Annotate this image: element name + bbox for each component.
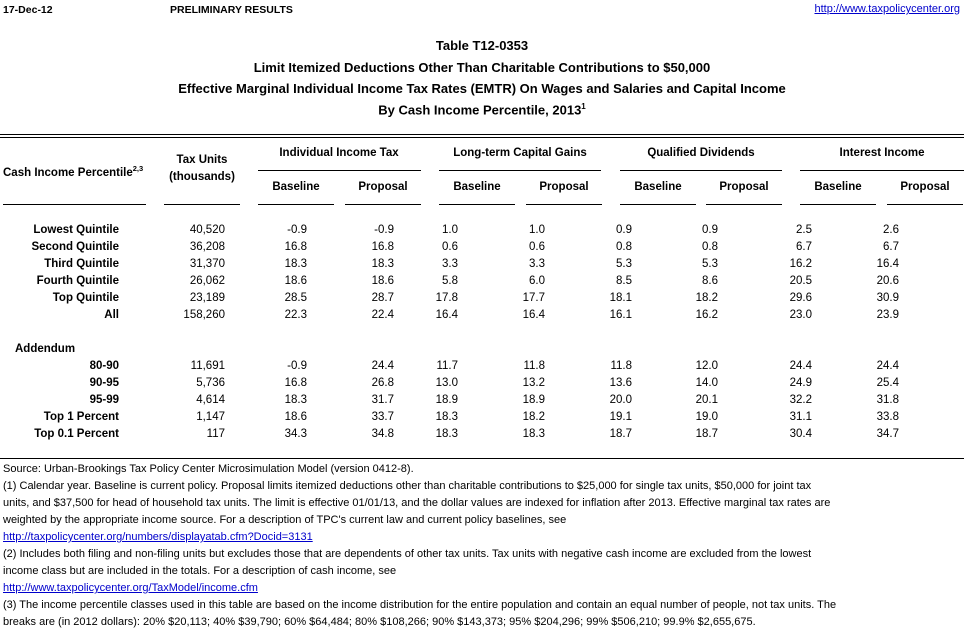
baseline-value: 28.5 <box>284 292 307 304</box>
tax-units-value: 4,614 <box>196 394 225 406</box>
proposal-value: 6.7 <box>883 241 899 253</box>
baseline-value: 16.8 <box>284 377 307 389</box>
col-percentile <box>3 164 143 179</box>
tax-units-value: 23,189 <box>189 292 225 304</box>
sub-baseline: Baseline <box>272 181 320 193</box>
note-2-line-1: (2) Includes both filing and non-filing units but excludes those that are dependents of other tax units. Tax units with negative cash income are excluded from the lowest <box>3 548 812 560</box>
tax-units-value: 117 <box>206 428 225 440</box>
baseline-value: 18.3 <box>284 394 307 406</box>
proposal-value: 20.1 <box>695 394 718 406</box>
sub-proposal: Proposal <box>900 181 950 193</box>
note-2-line-2: income class but are included in the totals. For a description of cash income, see <box>3 565 397 577</box>
group-dividends: Qualified Dividends <box>647 147 755 159</box>
baseline-value: 0.8 <box>616 241 632 253</box>
baseline-value: 5.8 <box>442 275 458 287</box>
baseline-value: 16.2 <box>789 258 812 270</box>
tax-units-value: 1,147 <box>196 411 225 423</box>
row-label: Third Quintile <box>44 258 119 270</box>
table-id: Table T12-0353 <box>435 38 529 53</box>
tax-units-value: 36,208 <box>189 241 225 253</box>
cash-income-link[interactable]: http://www.taxpolicycenter.org/TaxModel/income.cfm <box>3 582 258 594</box>
baseline-value: 18.6 <box>284 275 307 287</box>
baseline-value: 18.1 <box>609 292 632 304</box>
baseline-value: 6.7 <box>796 241 812 253</box>
proposal-value: 24.4 <box>876 360 899 372</box>
header-rule <box>800 204 876 205</box>
row-label: 90-95 <box>89 377 119 389</box>
baseline-value: 2.5 <box>796 224 812 236</box>
source-note: Source: Urban-Brookings Tax Policy Center Microsimulation Model (version 0412-8). <box>3 463 414 475</box>
group-rule <box>439 170 601 171</box>
row-label: Second Quintile <box>31 241 119 253</box>
proposal-value: 18.2 <box>522 411 545 423</box>
baseline-value: 18.6 <box>284 411 307 423</box>
baseline-value: 11.8 <box>610 360 632 372</box>
addendum-label: Addendum <box>15 343 76 355</box>
note-1-line-2: units, and $37,500 for head of household tax units. The limit is effective 01/01/13, and the dollar values are indexed for inflation after 2013. Effective marginal tax rates are <box>3 497 831 509</box>
baseline-value: 3.3 <box>442 258 458 270</box>
baseline-value: 8.5 <box>616 275 632 287</box>
baseline-value: 29.6 <box>789 292 812 304</box>
row-label: Top Quintile <box>52 292 119 304</box>
baseline-value: 18.3 <box>435 428 458 440</box>
baseline-value: 17.8 <box>435 292 458 304</box>
group-rule <box>800 170 964 171</box>
proposal-value: 0.8 <box>702 241 718 253</box>
proposal-value: 16.4 <box>522 309 545 321</box>
table-title: Limit Itemized Deductions Other Than Charitable Contributions to $50,000 <box>253 60 711 75</box>
col-tax-units: Tax Units <box>176 154 228 166</box>
proposal-value: 18.3 <box>371 258 394 270</box>
table-subtitle-year <box>0 102 964 117</box>
proposal-value: 25.4 <box>876 377 899 389</box>
proposal-value: 2.6 <box>883 224 899 236</box>
tax-units-value: 5,736 <box>196 377 225 389</box>
baseline-value: 19.1 <box>609 411 632 423</box>
sub-proposal: Proposal <box>358 181 408 193</box>
proposal-value: 18.9 <box>522 394 545 406</box>
tax-units-value: 26,062 <box>189 275 225 287</box>
proposal-value: 12.0 <box>695 360 718 372</box>
baseline-value: 23.0 <box>789 309 812 321</box>
col-percentile-text: Cash Income Percentile <box>3 166 133 179</box>
header-rule <box>526 204 602 205</box>
tax-units-value: 40,520 <box>189 224 225 236</box>
baseline-value: 18.7 <box>609 428 632 440</box>
baseline-value: 31.1 <box>789 411 812 423</box>
baseline-value: 11.7 <box>436 360 458 372</box>
proposal-value: 31.7 <box>371 394 394 406</box>
preliminary-label: PRELIMINARY RESULTS <box>170 4 293 16</box>
header-rule <box>164 204 240 205</box>
note-1-line-3: weighted by the appropriate income source. For a description of TPC's current law and current policy baselines, see <box>3 514 567 526</box>
baseline-value: 1.0 <box>442 224 458 236</box>
proposal-value: 33.7 <box>371 411 394 423</box>
baseline-value: 20.5 <box>789 275 812 287</box>
tpc-website-link[interactable]: http://www.taxpolicycenter.org <box>814 3 960 15</box>
year-subtitle-text: By Cash Income Percentile, 2013 <box>378 102 582 118</box>
note-3-line-2: breaks are (in 2012 dollars): 20% $20,113; 40% $39,790; 60% $64,484; 80% $108,266; 90% $143,373; 95% $204,296; 99% $506,210; 99.9% $2,655,675. <box>3 616 756 628</box>
proposal-value: 16.4 <box>876 258 899 270</box>
baseline-value: -0.9 <box>287 224 307 236</box>
proposal-value: 18.2 <box>695 292 718 304</box>
proposal-value: 1.0 <box>529 224 545 236</box>
baseline-value: 0.9 <box>616 224 632 236</box>
footnote-ref: 1 <box>581 102 586 111</box>
proposal-value: 11.8 <box>523 360 545 372</box>
proposal-value: 17.7 <box>522 292 545 304</box>
proposal-value: 16.8 <box>371 241 394 253</box>
proposal-value: 13.2 <box>522 377 545 389</box>
sub-baseline: Baseline <box>814 181 862 193</box>
row-label: Top 0.1 Percent <box>34 428 119 440</box>
group-rule <box>258 170 421 171</box>
proposal-value: 31.8 <box>876 394 899 406</box>
row-label: 80-90 <box>89 360 119 372</box>
header-rule <box>345 204 421 205</box>
proposal-value: 20.6 <box>876 275 899 287</box>
proposal-value: 30.9 <box>876 292 899 304</box>
proposal-value: 19.0 <box>695 411 718 423</box>
proposal-value: 33.8 <box>876 411 899 423</box>
baseline-value: 13.6 <box>609 377 632 389</box>
baseline-value: 34.3 <box>284 428 307 440</box>
baselines-link[interactable]: http://taxpolicycenter.org/numbers/displayatab.cfm?Docid=3131 <box>3 531 313 543</box>
proposal-value: 23.9 <box>876 309 899 321</box>
row-label: All <box>104 309 119 321</box>
baseline-value: 5.3 <box>616 258 632 270</box>
row-label: Top 1 Percent <box>43 411 119 423</box>
proposal-value: 18.6 <box>371 275 394 287</box>
group-capital-gains: Long-term Capital Gains <box>453 147 587 159</box>
row-label: Lowest Quintile <box>33 224 119 236</box>
baseline-value: 18.9 <box>435 394 458 406</box>
header-rule <box>706 204 782 205</box>
sub-proposal: Proposal <box>719 181 769 193</box>
baseline-value: 18.3 <box>284 258 307 270</box>
group-rule <box>620 170 782 171</box>
proposal-value: 6.0 <box>529 275 545 287</box>
baseline-value: 20.0 <box>609 394 632 406</box>
group-interest: Interest Income <box>839 147 925 159</box>
proposal-value: 5.3 <box>702 258 718 270</box>
baseline-value: 16.8 <box>284 241 307 253</box>
tax-units-value: 158,260 <box>183 309 225 321</box>
top-rule <box>0 134 964 135</box>
header-rule <box>620 204 696 205</box>
col-tax-units-sub: (thousands) <box>169 171 235 183</box>
proposal-value: 18.3 <box>522 428 545 440</box>
baseline-value: 18.3 <box>435 411 458 423</box>
header-rule <box>3 204 146 205</box>
proposal-value: -0.9 <box>374 224 394 236</box>
tax-units-value: 11,691 <box>190 360 225 372</box>
sub-baseline: Baseline <box>453 181 501 193</box>
table-subtitle: Effective Marginal Individual Income Tax Rates (EMTR) On Wages and Salaries and Capital Income <box>178 81 786 96</box>
row-label: Fourth Quintile <box>36 275 119 287</box>
tax-units-value: 31,370 <box>189 258 225 270</box>
sub-proposal: Proposal <box>539 181 589 193</box>
col-percentile-sup: 2,3 <box>132 164 144 173</box>
proposal-value: 34.8 <box>371 428 394 440</box>
proposal-value: 0.6 <box>529 241 545 253</box>
note-3-line-1: (3) The income percentile classes used in this table are based on the income distribution for the entire population and contain an equal number of people, not tax units. The <box>3 599 837 611</box>
proposal-value: 0.9 <box>702 224 718 236</box>
baseline-value: 30.4 <box>789 428 812 440</box>
proposal-value: 24.4 <box>371 360 394 372</box>
note-1-line-1: (1) Calendar year. Baseline is current policy. Proposal limits itemized deductions other than charitable contributions to $25,000 for single tax units, $50,000 for joint tax <box>3 480 812 492</box>
baseline-value: 24.9 <box>789 377 812 389</box>
report-date: 17-Dec-12 <box>3 4 53 16</box>
proposal-value: 8.6 <box>702 275 718 287</box>
proposal-value: 16.2 <box>695 309 718 321</box>
baseline-value: 22.3 <box>284 309 307 321</box>
sub-baseline: Baseline <box>634 181 682 193</box>
baseline-value: 0.6 <box>442 241 458 253</box>
proposal-value: 34.7 <box>876 428 899 440</box>
proposal-value: 26.8 <box>371 377 394 389</box>
baseline-value: 13.0 <box>435 377 458 389</box>
baseline-value: 24.4 <box>789 360 812 372</box>
proposal-value: 14.0 <box>695 377 718 389</box>
top-rule-2 <box>0 137 964 138</box>
baseline-value: 16.1 <box>609 309 632 321</box>
baseline-value: 16.4 <box>435 309 458 321</box>
group-income-tax: Individual Income Tax <box>279 147 399 159</box>
bottom-rule <box>0 458 964 459</box>
header-rule <box>439 204 515 205</box>
baseline-value: -0.9 <box>287 360 307 372</box>
header-rule <box>887 204 963 205</box>
header-rule <box>258 204 334 205</box>
proposal-value: 3.3 <box>529 258 545 270</box>
proposal-value: 18.7 <box>695 428 718 440</box>
baseline-value: 32.2 <box>789 394 812 406</box>
proposal-value: 22.4 <box>371 309 394 321</box>
row-label: 95-99 <box>89 394 119 406</box>
proposal-value: 28.7 <box>371 292 394 304</box>
